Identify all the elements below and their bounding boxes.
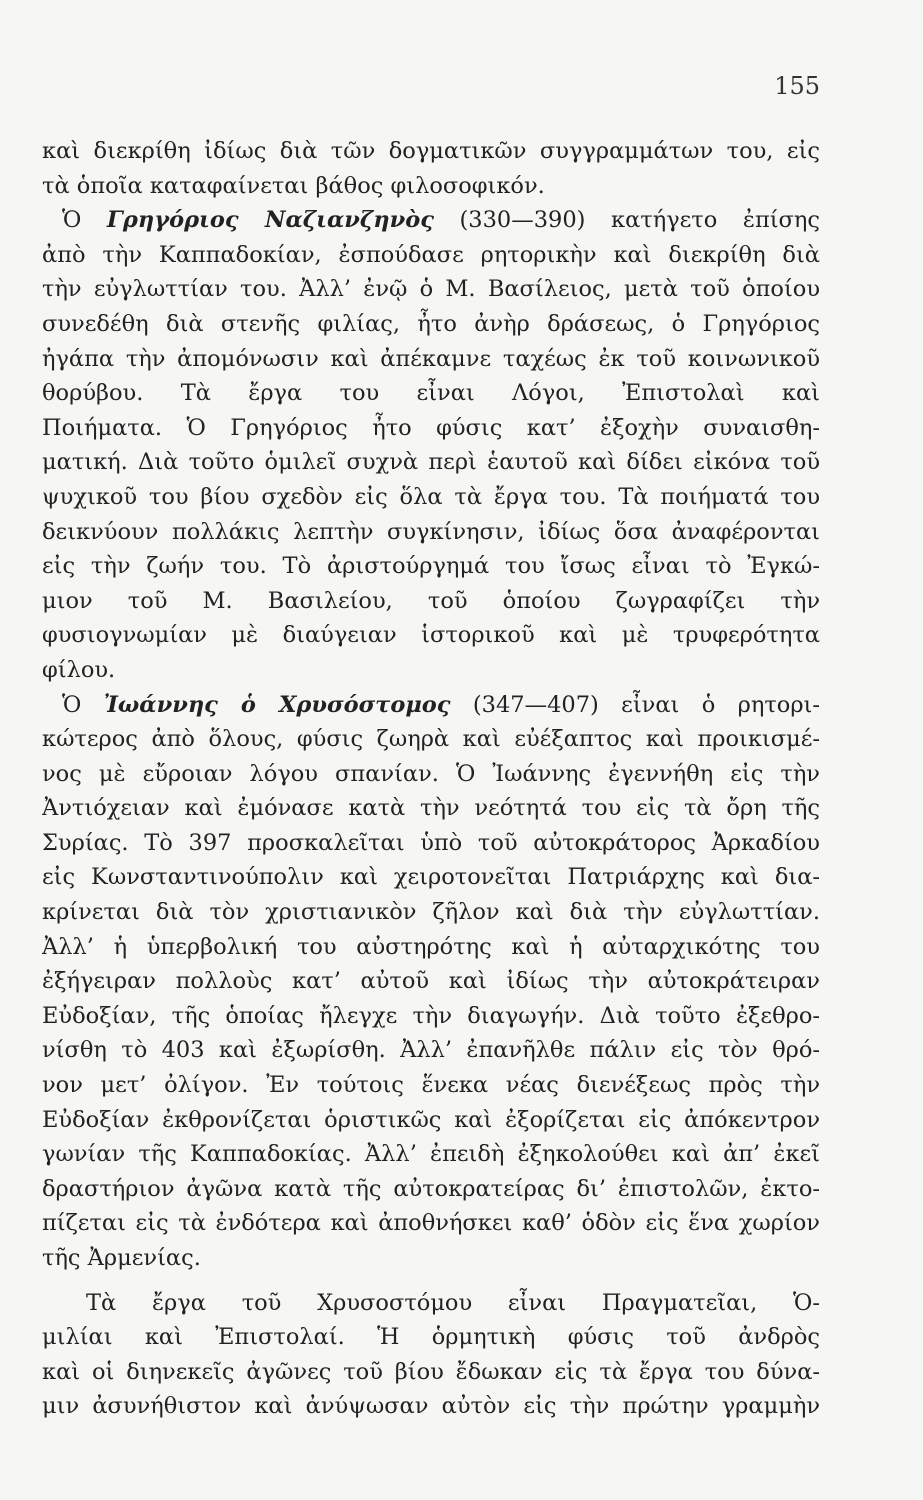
text-line: Ἀλλ’ ἡ ὑπερβολική του αὐστηρότης καὶ ἡ αὐταρχικότης του xyxy=(42,933,820,960)
line-suffix: (347—407) εἶναι ὁ ρητορι- xyxy=(450,691,820,718)
text-line: θορύβου. Τὰ ἔργα του εἶναι Λόγοι, Ἐπιστολαὶ καὶ xyxy=(42,380,820,407)
text-line: μιν ἀσυνήθιστον καὶ ἀνύψωσαν αὐτὸν εἰς τὴν πρώτην γραμμὴν xyxy=(42,1393,820,1420)
author-name: Ἰωάννης ὁ Χρυσόστομος xyxy=(103,691,451,718)
text-line: εἰς Κωνσταντινούπολιν καὶ χειροτονεῖται Πατριάρχης καὶ δια- xyxy=(42,864,820,891)
text-line: κώτερος ἀπὸ ὅλους, φύσις ζωηρὰ καὶ εὐέξαπτος καὶ προικισμέ- xyxy=(42,726,820,753)
text-line: δεικνύουν πολλάκις λεπτὴν συγκίνησιν, ἰδίως ὅσα ἀναφέρονται xyxy=(42,518,820,545)
text-line: Τὰ ἔργα τοῦ Χρυσοστόμου εἶναι Πραγματεῖαι, Ὁ- xyxy=(86,1289,820,1316)
body-text xyxy=(42,134,820,1424)
text-line: Εὐδοξίαν, τῆς ὁποίας ἤλεγχε τὴν διαγωγήν. Διὰ τοῦτο ἐξεθρο- xyxy=(42,1002,820,1029)
text-line: μιον τοῦ Μ. Βασιλείου, τοῦ ὁποίου ζωγραφίζει τὴν xyxy=(42,587,820,614)
text-line: εἰς τὴν ζωήν του. Τὸ ἀριστούργημά του ἴσως εἶναι τὸ Ἐγκώ- xyxy=(42,553,820,580)
text-line: τὰ ὁποῖα καταφαίνεται βάθος φιλοσοφικόν. xyxy=(42,172,545,199)
text-line: νος μὲ εὔροιαν λόγου σπανίαν. Ὁ Ἰωάννης ἐγεννήθη εἰς τὴν xyxy=(42,760,820,787)
text-line: ἐξήγειραν πολλοὺς κατ’ αὐτοῦ καὶ ἰδίως τὴν αὐτοκράτειραν xyxy=(42,968,820,995)
line-prefix: Ὁ xyxy=(62,207,107,234)
text-line: ἀπὸ τὴν Καππαδοκίαν, ἐσπούδασε ρητορικὴν καὶ διεκρίθη διὰ xyxy=(42,241,820,268)
text-line xyxy=(42,203,820,238)
paragraph-gap xyxy=(42,1276,820,1286)
text-line: ματική. Διὰ τοῦτο ὁμιλεῖ συχνὰ περὶ ἑαυτοῦ καὶ δίδει εἰκόνα τοῦ xyxy=(42,449,820,476)
text-line: φυσιογνωμίαν μὲ διαύγειαν ἱστορικοῦ καὶ μὲ τρυφερότητα xyxy=(42,622,820,649)
text-line: Συρίας. Τὸ 397 προσκαλεῖται ὑπὸ τοῦ αὐτοκράτορος Ἀρκαδίου xyxy=(42,829,820,856)
text-line: τῆς Ἀρμενίας. xyxy=(42,1245,201,1271)
text-line: μιλίαι καὶ Ἐπιστολαί. Ἡ ὁρμητικὴ φύσις τοῦ ἀνδρὸς xyxy=(42,1324,820,1351)
text-line: ἠγάπα τὴν ἀπομόνωσιν καὶ ἀπέκαμνε ταχέως ἐκ τοῦ κοινωνικοῦ xyxy=(42,345,820,372)
line-suffix: (330—390) κατήγετο ἐπίσης xyxy=(433,207,820,234)
page-number: 155 xyxy=(774,72,820,100)
line-prefix: Ὁ xyxy=(62,691,104,718)
text-line: νίσθη τὸ 403 καὶ ἐξωρίσθη. Ἀλλ’ ἐπανῆλθε πάλιν εἰς τὸν θρό- xyxy=(42,1037,820,1064)
text-line: Ποιήματα. Ὁ Γρηγόριος ἦτο φύσις κατ’ ἐξοχὴν συναισθη- xyxy=(42,414,820,441)
text-line: καὶ οἱ διηνεκεῖς ἀγῶνες τοῦ βίου ἔδωκαν εἰς τὰ ἔργα του δύνα- xyxy=(42,1358,820,1385)
text-line xyxy=(42,688,820,723)
text-line: καὶ διεκρίθη ἰδίως διὰ τῶν δογματικῶν συγγραμμάτων του, εἰς xyxy=(42,138,820,164)
text-line: δραστήριον ἀγῶνα κατὰ τῆς αὐτοκρατείρας δι’ ἐπιστολῶν, ἐκτο- xyxy=(42,1175,820,1202)
text-line: πίζεται εἰς τὰ ἐνδότερα καὶ ἀποθνήσκει καθ’ ὁδὸν εἰς ἕνα χωρίον xyxy=(42,1210,820,1237)
text-line: ψυχικοῦ του βίου σχεδὸν εἰς ὅλα τὰ ἔργα του. Τὰ ποιήματά του xyxy=(42,483,820,510)
text-line: συνεδέθη διὰ στενῆς φιλίας, ἦτο ἀνὴρ δράσεως, ὁ Γρηγόριος xyxy=(42,310,820,337)
text-line: γωνίαν τῆς Καππαδοκίας. Ἀλλ’ ἐπειδὴ ἐξηκολούθει καὶ ἀπ’ ἐκεῖ xyxy=(42,1141,820,1168)
text-line: φίλου. xyxy=(42,656,116,683)
text-line: τὴν εὐγλωττίαν του. Ἀλλ’ ἐνῷ ὁ Μ. Βασίλειος, μετὰ τοῦ ὁποίου xyxy=(42,276,820,303)
text-line: Εὐδοξίαν ἐκθρονίζεται ὁριστικῶς καὶ ἐξορίζεται εἰς ἀπόκεντρον xyxy=(42,1106,820,1133)
text-line: νον μετ’ ὀλίγον. Ἐν τούτοις ἕνεκα νέας διενέξεως πρὸς τὴν xyxy=(42,1072,820,1099)
text-line: Ἀντιόχειαν καὶ ἐμόνασε κατὰ τὴν νεότητά του εἰς τὰ ὄρη τῆς xyxy=(42,795,820,822)
author-name: Γρηγόριος Ναζιανζηνὸς xyxy=(106,207,434,234)
text-line: κρίνεται διὰ τὸν χριστιανικὸν ζῆλον καὶ διὰ τὴν εὐγλωττίαν. xyxy=(42,899,820,926)
